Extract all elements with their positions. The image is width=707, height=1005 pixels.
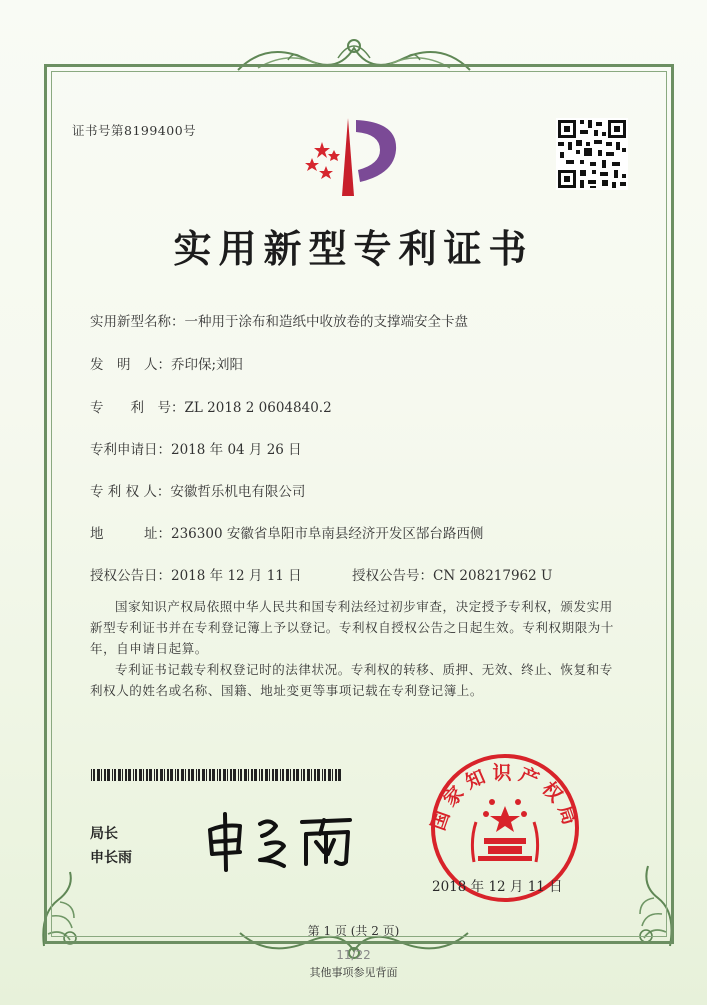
field-value: 安徽哲乐机电有限公司 [170, 484, 306, 500]
field-grant-date [90, 564, 302, 584]
field-value: 236300 安徽省阜阳市阜南县经济开发区郜台路西侧 [171, 526, 484, 542]
field-patentee [90, 480, 305, 500]
bureau-title: 局长 [90, 826, 118, 842]
field-address [90, 522, 483, 542]
field-value: ZL 2018 2 0604840.2 [184, 400, 332, 416]
qr-code-icon [556, 118, 628, 190]
field-value: 乔印保;刘阳 [171, 357, 244, 373]
field-utility-model-name [90, 310, 468, 330]
paragraph-legal-status: 专利证书记载专利权登记时的法律状况。专利权的转移、质押、无效、终止、恢复和专利权人的姓名或名称、国籍、地址变更等事项记载在专利登记簿上。 [90, 662, 613, 698]
field-label: 实用新型名称： [90, 314, 185, 330]
barcode-icon [91, 769, 341, 781]
field-value: 一种用于涂布和造纸中收放卷的支撑端安全卡盘 [184, 314, 468, 330]
field-inventor [90, 353, 243, 373]
field-application-date [90, 438, 302, 458]
certificate-number: 证书号第8199400号 [72, 123, 197, 138]
field-label: 授权公告号： [352, 568, 433, 584]
paragraph-grant-statement: 国家知识产权局依照中华人民共和国专利法经过初步审查，决定授予专利权，颁发实用新型专利证书并在专利登记簿上予以登记。专利权自授权公告之日起生效。专利权期限为十年，自申请日起算。 [90, 599, 615, 656]
seal-text: 国家知识产权局 [427, 761, 583, 834]
field-value: 2018 年 04 月 26 日 [171, 442, 302, 458]
field-value: 2018 年 12 月 11 日 [171, 568, 302, 584]
seal-date: 2018 年 12 月 11 日 [432, 879, 563, 895]
field-label: 发 明 人： [90, 357, 171, 373]
field-patent-number [90, 396, 332, 416]
bureau-signatory [90, 822, 132, 870]
field-announcement-number [352, 564, 552, 584]
field-label: 地 址： [90, 526, 171, 542]
signature-icon [200, 800, 360, 876]
field-label: 专 利 号： [90, 400, 185, 416]
page-counter: 11/22 [336, 948, 371, 962]
field-value: CN 208217962 U [433, 568, 553, 584]
certificate-title: 实用新型专利证书 [173, 226, 534, 271]
field-label: 专利申请日： [90, 442, 171, 458]
bureau-name: 申长雨 [90, 850, 132, 866]
field-label: 授权公告日： [90, 568, 171, 584]
cnipa-logo-icon [296, 112, 408, 202]
field-label: 专 利 权 人： [90, 484, 171, 500]
page-number: 第 1 页 (共 2 页) [307, 924, 400, 938]
back-note: 其他事项参见背面 [309, 966, 398, 979]
